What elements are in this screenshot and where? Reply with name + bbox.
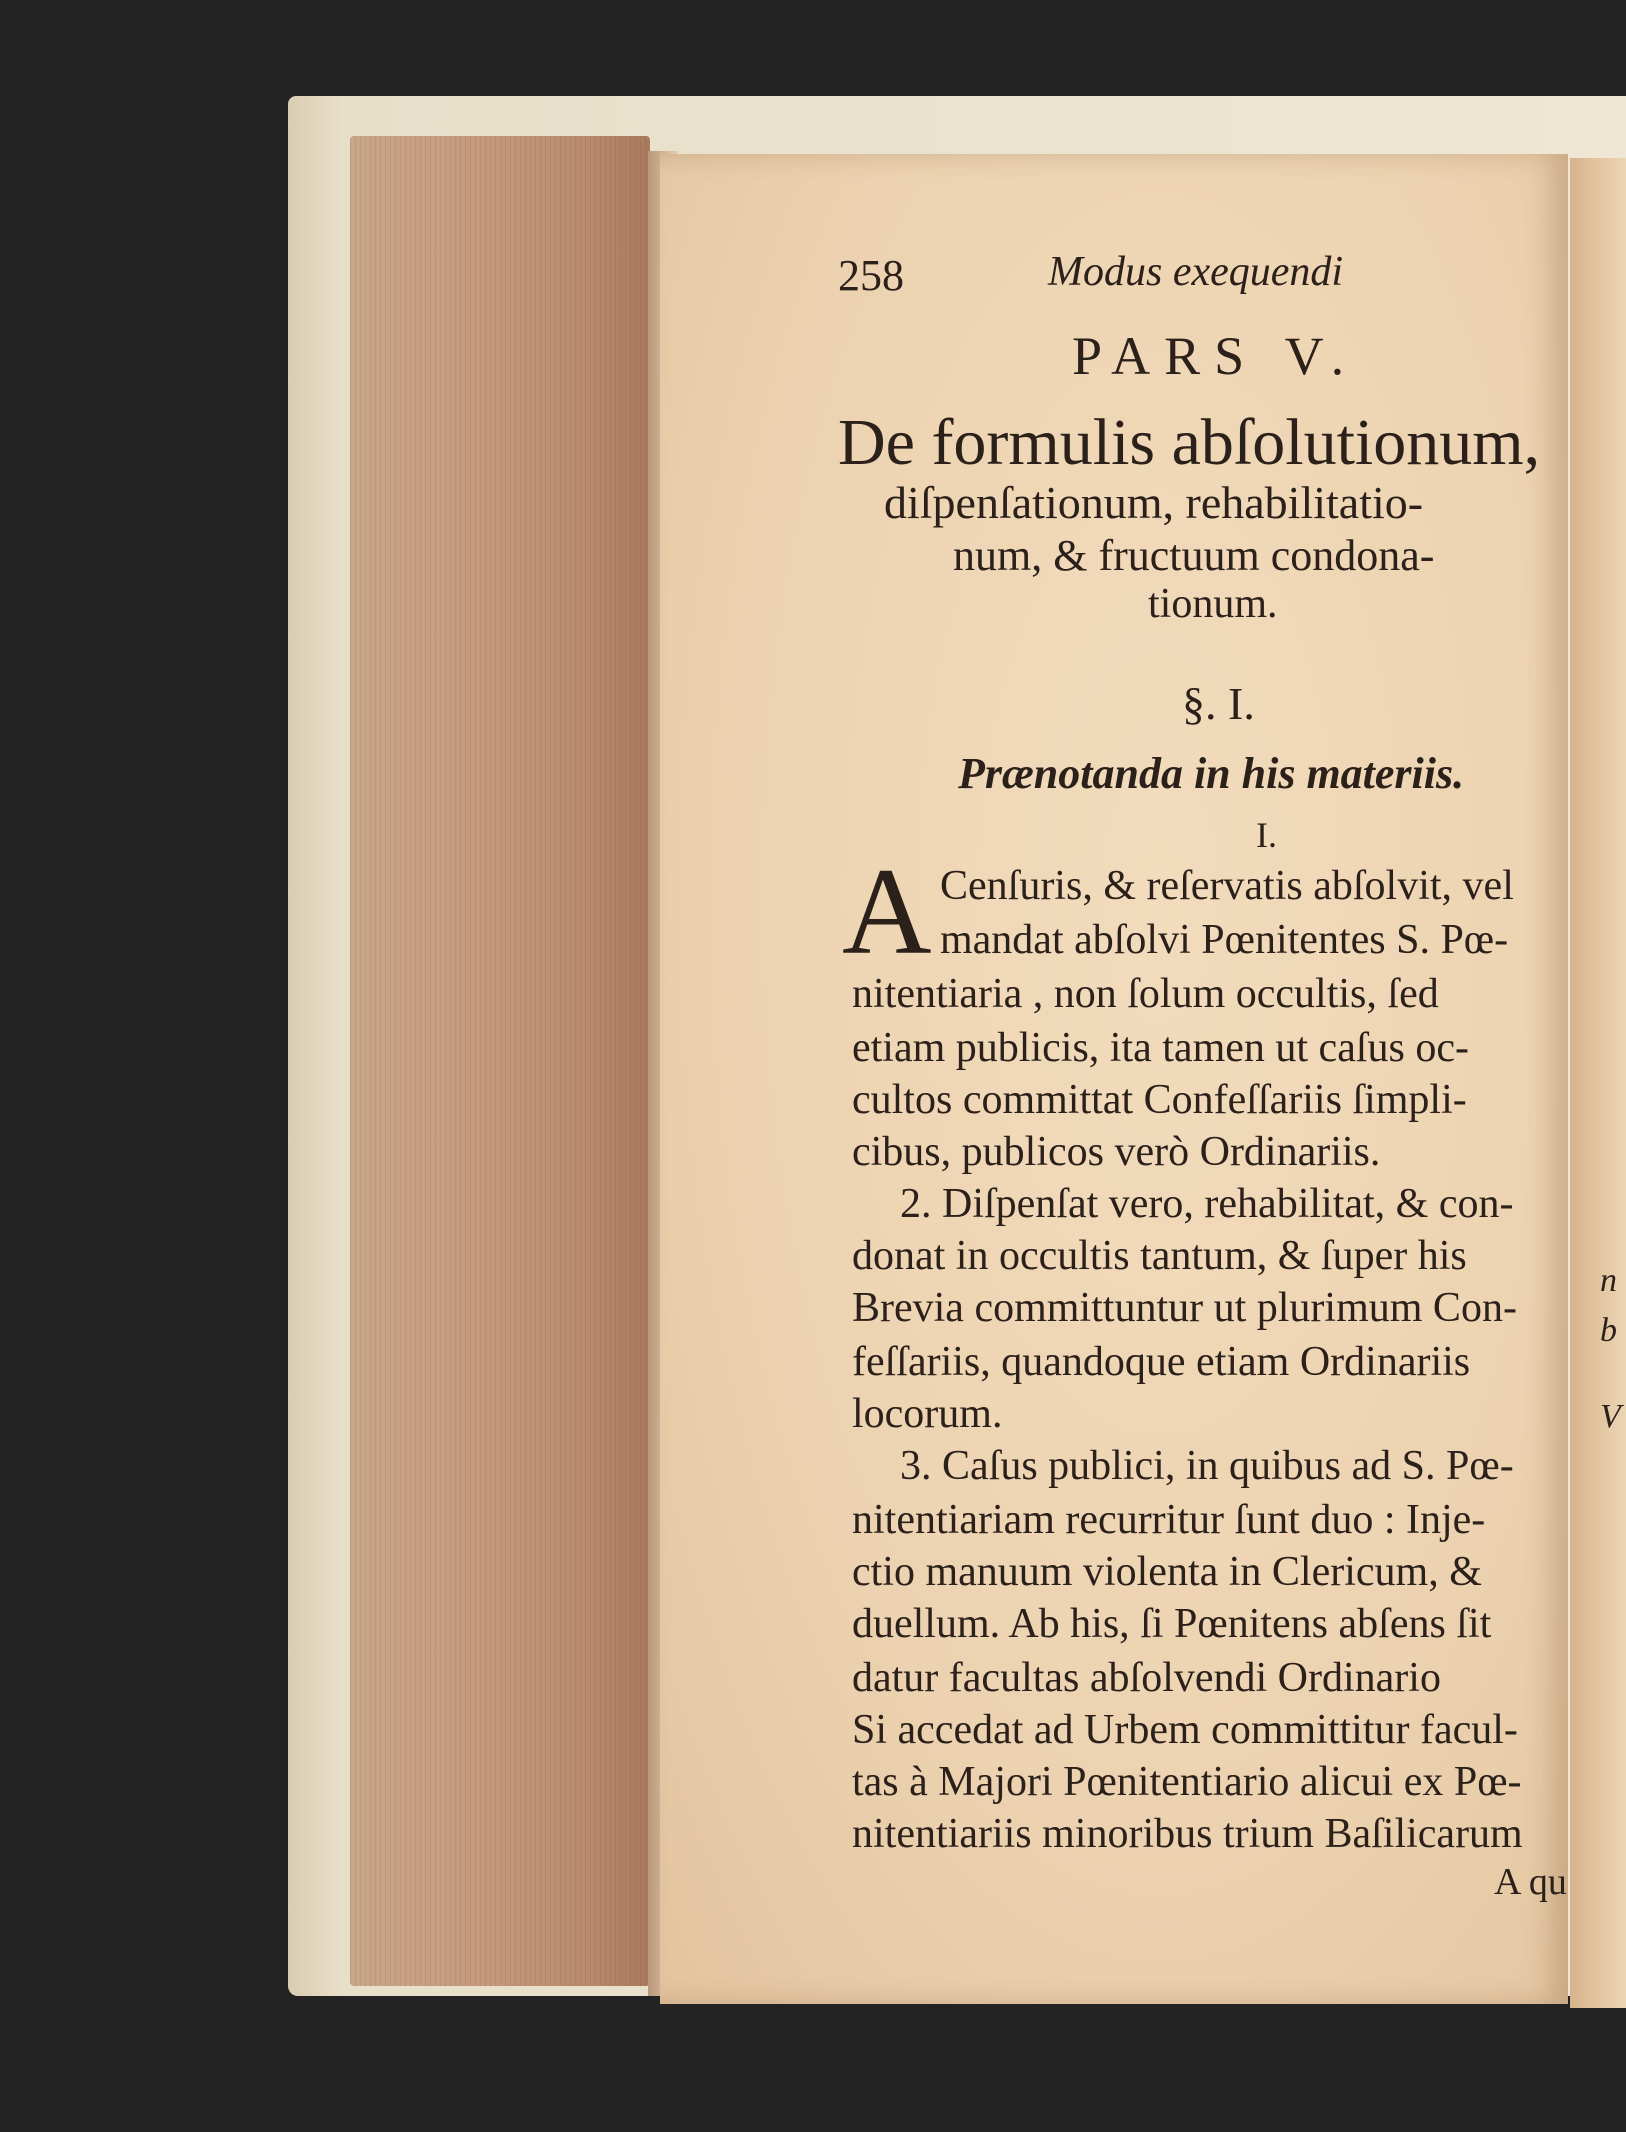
running-title: Modus exequendi: [1048, 249, 1344, 295]
title-line-4: tionum.: [1148, 581, 1278, 627]
paragraph-number: I.: [1256, 815, 1277, 855]
body-line: Brevia committuntur ut plurimum Con-: [852, 1285, 1517, 1331]
body-line: 3. Caſus publici, in quibus ad S. Pœ-: [900, 1443, 1514, 1489]
body-line: tas à Majori Pœnitentiario alicui ex Pœ-: [852, 1759, 1522, 1805]
next-page-edge: [1570, 158, 1626, 2008]
next-page-fragment: n: [1600, 1262, 1617, 1299]
body-line: etiam publicis, ita tamen ut caſus oc-: [852, 1025, 1469, 1071]
body-line: mandat abſolvi Pœnitentes S. Pœ-: [940, 917, 1509, 963]
body-line: nitentiariis minoribus trium Baſilicarum: [852, 1811, 1523, 1857]
body-line: ctio manuum violenta in Clericum, &: [852, 1549, 1482, 1595]
drop-cap: A: [842, 843, 932, 980]
title-line-1: De formulis abſolutionum,: [838, 406, 1541, 479]
next-page-fragment: V: [1600, 1398, 1621, 1435]
body-line: nitentiariam recurritur ſunt duo : Inje-: [852, 1497, 1486, 1543]
section-mark: §. I.: [1182, 678, 1255, 729]
body-line: datur facultas abſolvendi Ordinario: [852, 1655, 1441, 1701]
body-line: locorum.: [852, 1391, 1003, 1437]
catchword: A qu: [1494, 1861, 1567, 1903]
body-line: Cenſuris, & reſervatis abſolvit, vel: [940, 863, 1514, 909]
body-line: nitentiaria , non ſolum occultis, ſed: [852, 971, 1439, 1017]
body-line: cibus, publicos verò Ordinariis.: [852, 1129, 1381, 1175]
body-line: Si accedat ad Urbem committitur facul-: [852, 1707, 1518, 1753]
body-line: feſſariis, quandoque etiam Ordinariis: [852, 1339, 1471, 1385]
body-line: donat in occultis tantum, & ſuper his: [852, 1233, 1467, 1279]
body-line: 2. Diſpenſat vero, rehabilitat, & con-: [900, 1181, 1514, 1227]
page-block-edge: [350, 136, 650, 1986]
part-heading: PARS V.: [1072, 326, 1359, 386]
body-line: duellum. Ab his, ſi Pœnitens abſens ſit: [852, 1601, 1492, 1647]
title-line-2: diſpenſationum, rehabilitatio-: [884, 477, 1424, 528]
page-number: 258: [838, 251, 904, 300]
section-heading: Prænotanda in his materiis.: [958, 749, 1465, 798]
next-page-fragment: b: [1600, 1312, 1617, 1349]
body-line: cultos committat Confeſſariis ſimpli-: [852, 1077, 1467, 1123]
title-line-3: num, & fructuum condona-: [953, 531, 1435, 580]
